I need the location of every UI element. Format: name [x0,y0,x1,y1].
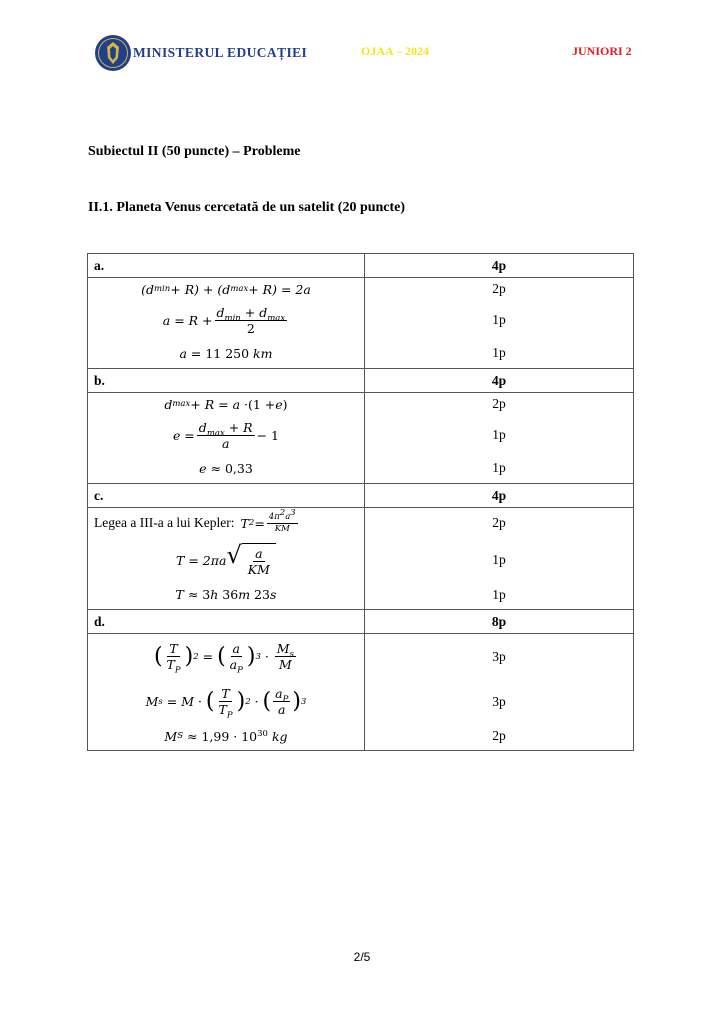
row-points: 1p [492,427,506,442]
row-points: 2p [492,515,506,530]
equation-b3: e ≈ 0,33 [199,460,253,476]
row-points: 2p [492,396,506,411]
equation-d2: M s = M · ( $\frac{T}{T_P}$ ) 2 · ( $\frac{a_P}{a}$ ) 3 [145,686,307,721]
equation-a1: (d min + R) + (d max + R) = 2a [141,281,311,297]
row-points: 3p [492,693,506,709]
ministry-name: MINISTERUL EDUCAȚIEI [133,45,308,60]
section-b-body [88,393,634,484]
section-label: a. [88,254,365,278]
equation-b1: d max + R = a · (1 + e ) [164,396,288,412]
section-label: b. [88,369,365,393]
section-points: 4p [364,484,633,508]
ministry-crest-logo [94,34,132,72]
equation-c3: T ≈ 3 h 36 m 23 s [175,587,277,602]
row-points: 2p [492,281,506,296]
section-label: d. [88,610,365,634]
equation-c1: Legea a III-a a lui Kepler: T 2 = $\frac{4\pi^2a^3}{KM}$ [94,508,296,534]
section-a-header [88,254,634,278]
equation-d3: M S ≈ $1,99 \cdot 10^{30}$ kg [164,728,288,744]
row-points: 3p [492,648,506,664]
equation-a2: a = R + $\frac{d_{min} + d_{max}}{2}$ [162,304,286,336]
section-points: 8p [364,610,633,634]
section-c-header [88,484,634,508]
section-d-header [88,610,634,634]
section-d-body [88,634,634,751]
section-points: 4p [364,254,633,278]
subject-title: Subiectul II (50 puncte) – Probleme [88,144,301,159]
section-points: 4p [364,369,633,393]
category-label: JUNIORI 2 [572,44,632,58]
row-points: 1p [492,345,506,360]
row-points: 1p [492,586,506,602]
equation-c2: T = 2πa √ $\frac{a}{KM}$ [88,538,364,582]
grading-table [87,253,634,751]
row-points: 1p [492,312,506,327]
equation-a3: a = 11 250 km [179,345,273,361]
page-number: 2/5 [353,950,371,964]
row-points: 1p [492,552,506,567]
problem-title: II.1. Planeta Venus cercetată de un satelit (20 puncte) [88,200,406,215]
section-b-header [88,369,634,393]
equation-d1: ( $\frac{T}{T_P}$ ) 2 = ( $\frac{a}{a_P}$ ) 3 · $\frac{M_s}{M}$ [153,641,294,676]
kepler-law-text: Legea a III-a a lui Kepler: [94,515,235,530]
section-c-body [88,508,634,610]
olympiad-label: OJAA – 2024 [361,44,430,58]
row-points: 1p [492,460,506,475]
row-points: 2p [492,728,506,743]
equation-b2: e = $\frac{d_{max} + R}{a}$ − 1 [172,419,279,451]
section-a-body [88,278,634,369]
section-label: c. [88,484,365,508]
